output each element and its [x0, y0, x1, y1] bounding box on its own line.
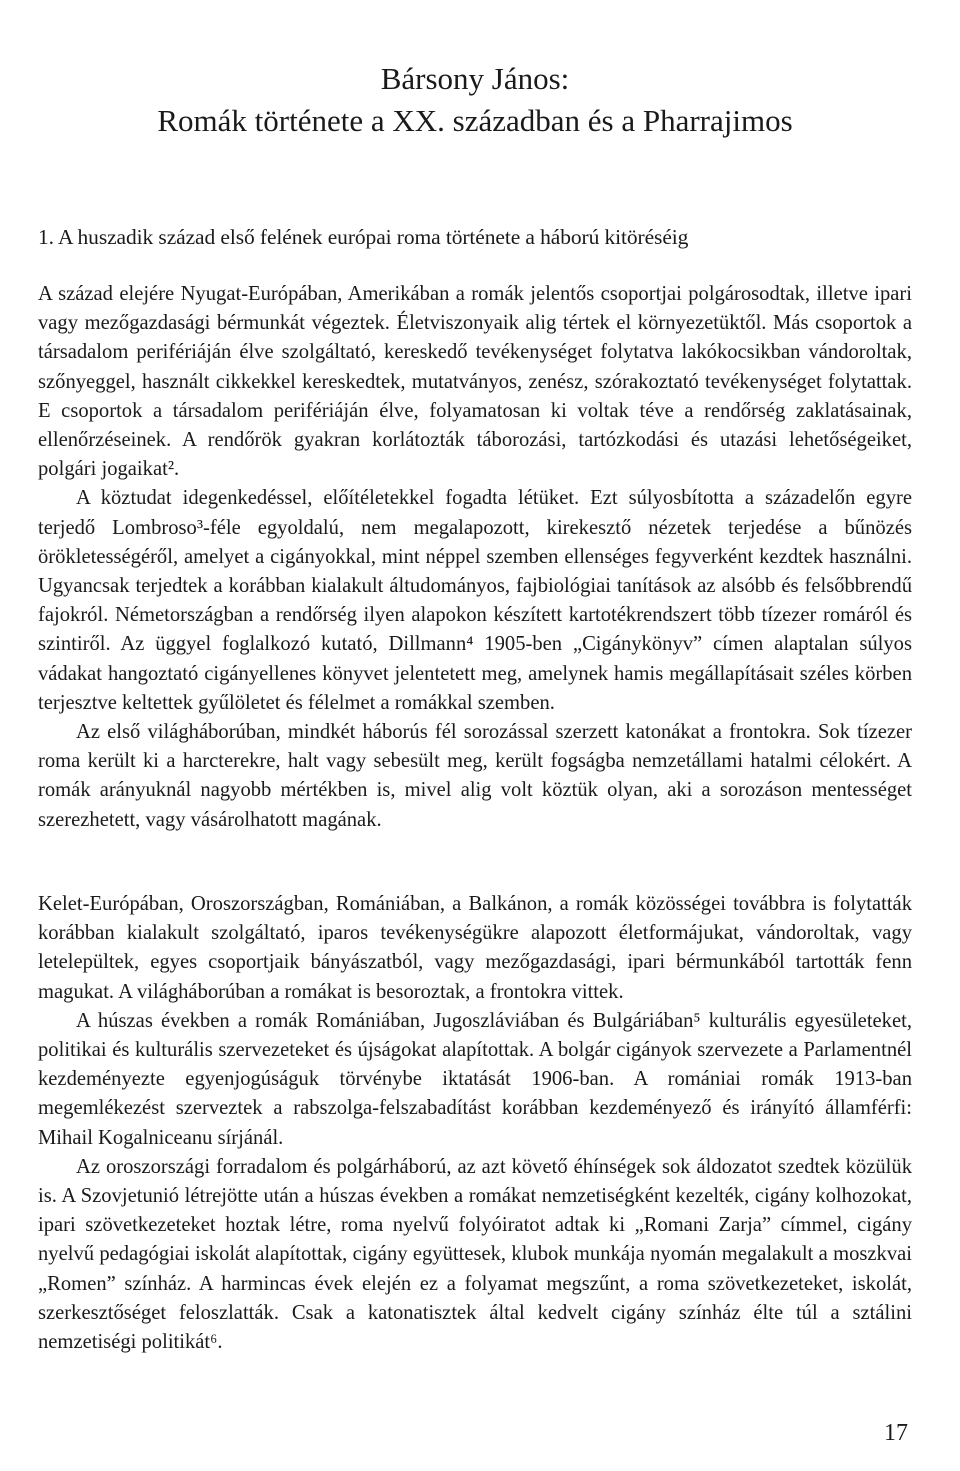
article-title: Romák története a XX. században és a Pharrajimos	[157, 103, 793, 138]
body-block-1	[38, 280, 912, 835]
title-block	[38, 58, 912, 142]
page-number: 17	[884, 1420, 908, 1446]
author-name: Bársony János:	[380, 61, 570, 96]
paragraph: A század elejére Nyugat-Európában, Amerikában a romák jelentős csoportjai polgárosodtak, illetve ipari vagy mezőgazdasági bérmunkát végeztek. Életviszonyaik alig tértek el környezetüktől. Más csoportok a társadalom perifériáján élve szolgáltató, kereskedő tevékenységet folytatva lakókocsikban vándoroltak, szőnyeggel, használt cikkekkel kereskedtek, mutatványos, zenész, szórakoztató tevékenységet folytattak. E csoportok a társadalom perifériáján élve, folyamatosan ki voltak téve a rendőrség zaklatásainak, ellenőrzéseinek. A rendőrök gyakran korlátozták táborozási, tartózkodási és utazási lehetőségeiket, polgári jogaikat².	[38, 283, 912, 481]
paragraph: Az oroszországi forradalom és polgárháború, az azt követő éhínségek sok áldozatot szedtek közülük is. A Szovjetunió létrejötte után a húszas években a romákat nemzetiségként kezelték, cigány kolhozokat, ipari szövetkezeteket hoztak létre, roma nyelvű folyóiratot adtak ki „Romani Zarja” címmel, cigány nyelvű pedagógiai iskolát alapítottak, cigány együttesek, klubok munkája nyomán megalakult a moszkvai „Romen” színház. A harmincas évek elején ez a folyamat megszűnt, a roma szövetkezeteket, iskolát, szerkesztőséget feloszlatták. Csak a katonatisztek által kedvelt cigány színház élte túl a sztálini nemzetiségi politikát⁶.	[38, 1155, 912, 1354]
section-heading: 1. A huszadik század első felének európai roma története a háború kitöréséig	[38, 225, 689, 249]
paragraph: Kelet-Európában, Oroszországban, Romániában, a Balkánon, a romák közösségei továbbra is folytatták korábban kialakult szolgáltató, iparos tevékenységükre alapozott életformájukat, vándoroltak, vagy letelepültek, egyes csoportjaik bányászatból, vagy mezőgazdasági, ipari bérmunkából tartották fenn magukat. A világháborúban a romákat is besoroztak, a frontokra vittek.	[38, 893, 912, 1003]
body-block-2	[38, 890, 912, 1357]
paragraph: Az első világháborúban, mindkét háborús fél sorozással szerzett katonákat a frontokra. Sok tízezer roma került ki a harcterekre, halt vagy sebesült meg, került fogságba nemzetállami hatalmi célokért. A romák arányuknál nagyobb mértékben is, mivel alig volt köztük olyan, aki a sorozáson mentességet szerezhetett, vagy vásárolhatott magának.	[38, 721, 912, 831]
paragraph: A köztudat idegenkedéssel, előítéletekkel fogadta létüket. Ezt súlyosbította a századelőn egyre terjedő Lombroso³-féle egyoldalú, nem megalapozott, kirekesztő nézetek terjedése a bűnözés örökletességéről, amelyet a cigányokkal, mint néppel szemben ellenséges fegyverként kezdtek használni. Ugyancsak terjedtek a korábban kialakult áltudományos, fajbiológiai tanítások az alsóbb és felsőbbrendű fajokról. Németországban a rendőrség ilyen alapokon készített kartotékrendszert több tízezer romáról és szintiről. Az üggyel foglalkozó kutató, Dillmann⁴ 1905-ben „Cigánykönyv” címen alaptalan súlyos vádakat hangoztató cigányellenes könyvet jelentetett meg, amelynek hamis megállapításait széles körben terjesztve keltettek gyűlöletet és félelmet a romákkal szemben.	[38, 487, 912, 714]
paragraph: A húszas években a romák Romániában, Jugoszláviában és Bulgáriában⁵ kulturális egyesületeket, politikai és kulturális szervezeteket és újságokat alapítottak. A bolgár cigányok szervezete a Parlamentnél kezdeményezte egyenjogúságuk törvénybe iktatását 1906-ban. A romániai romák 1913-ban megemlékezést szerveztek a rabszolga-felszabadítást korábban kezdeményező és irányító államférfi: Mihail Kogalniceanu sírjánál.	[38, 1009, 912, 1149]
